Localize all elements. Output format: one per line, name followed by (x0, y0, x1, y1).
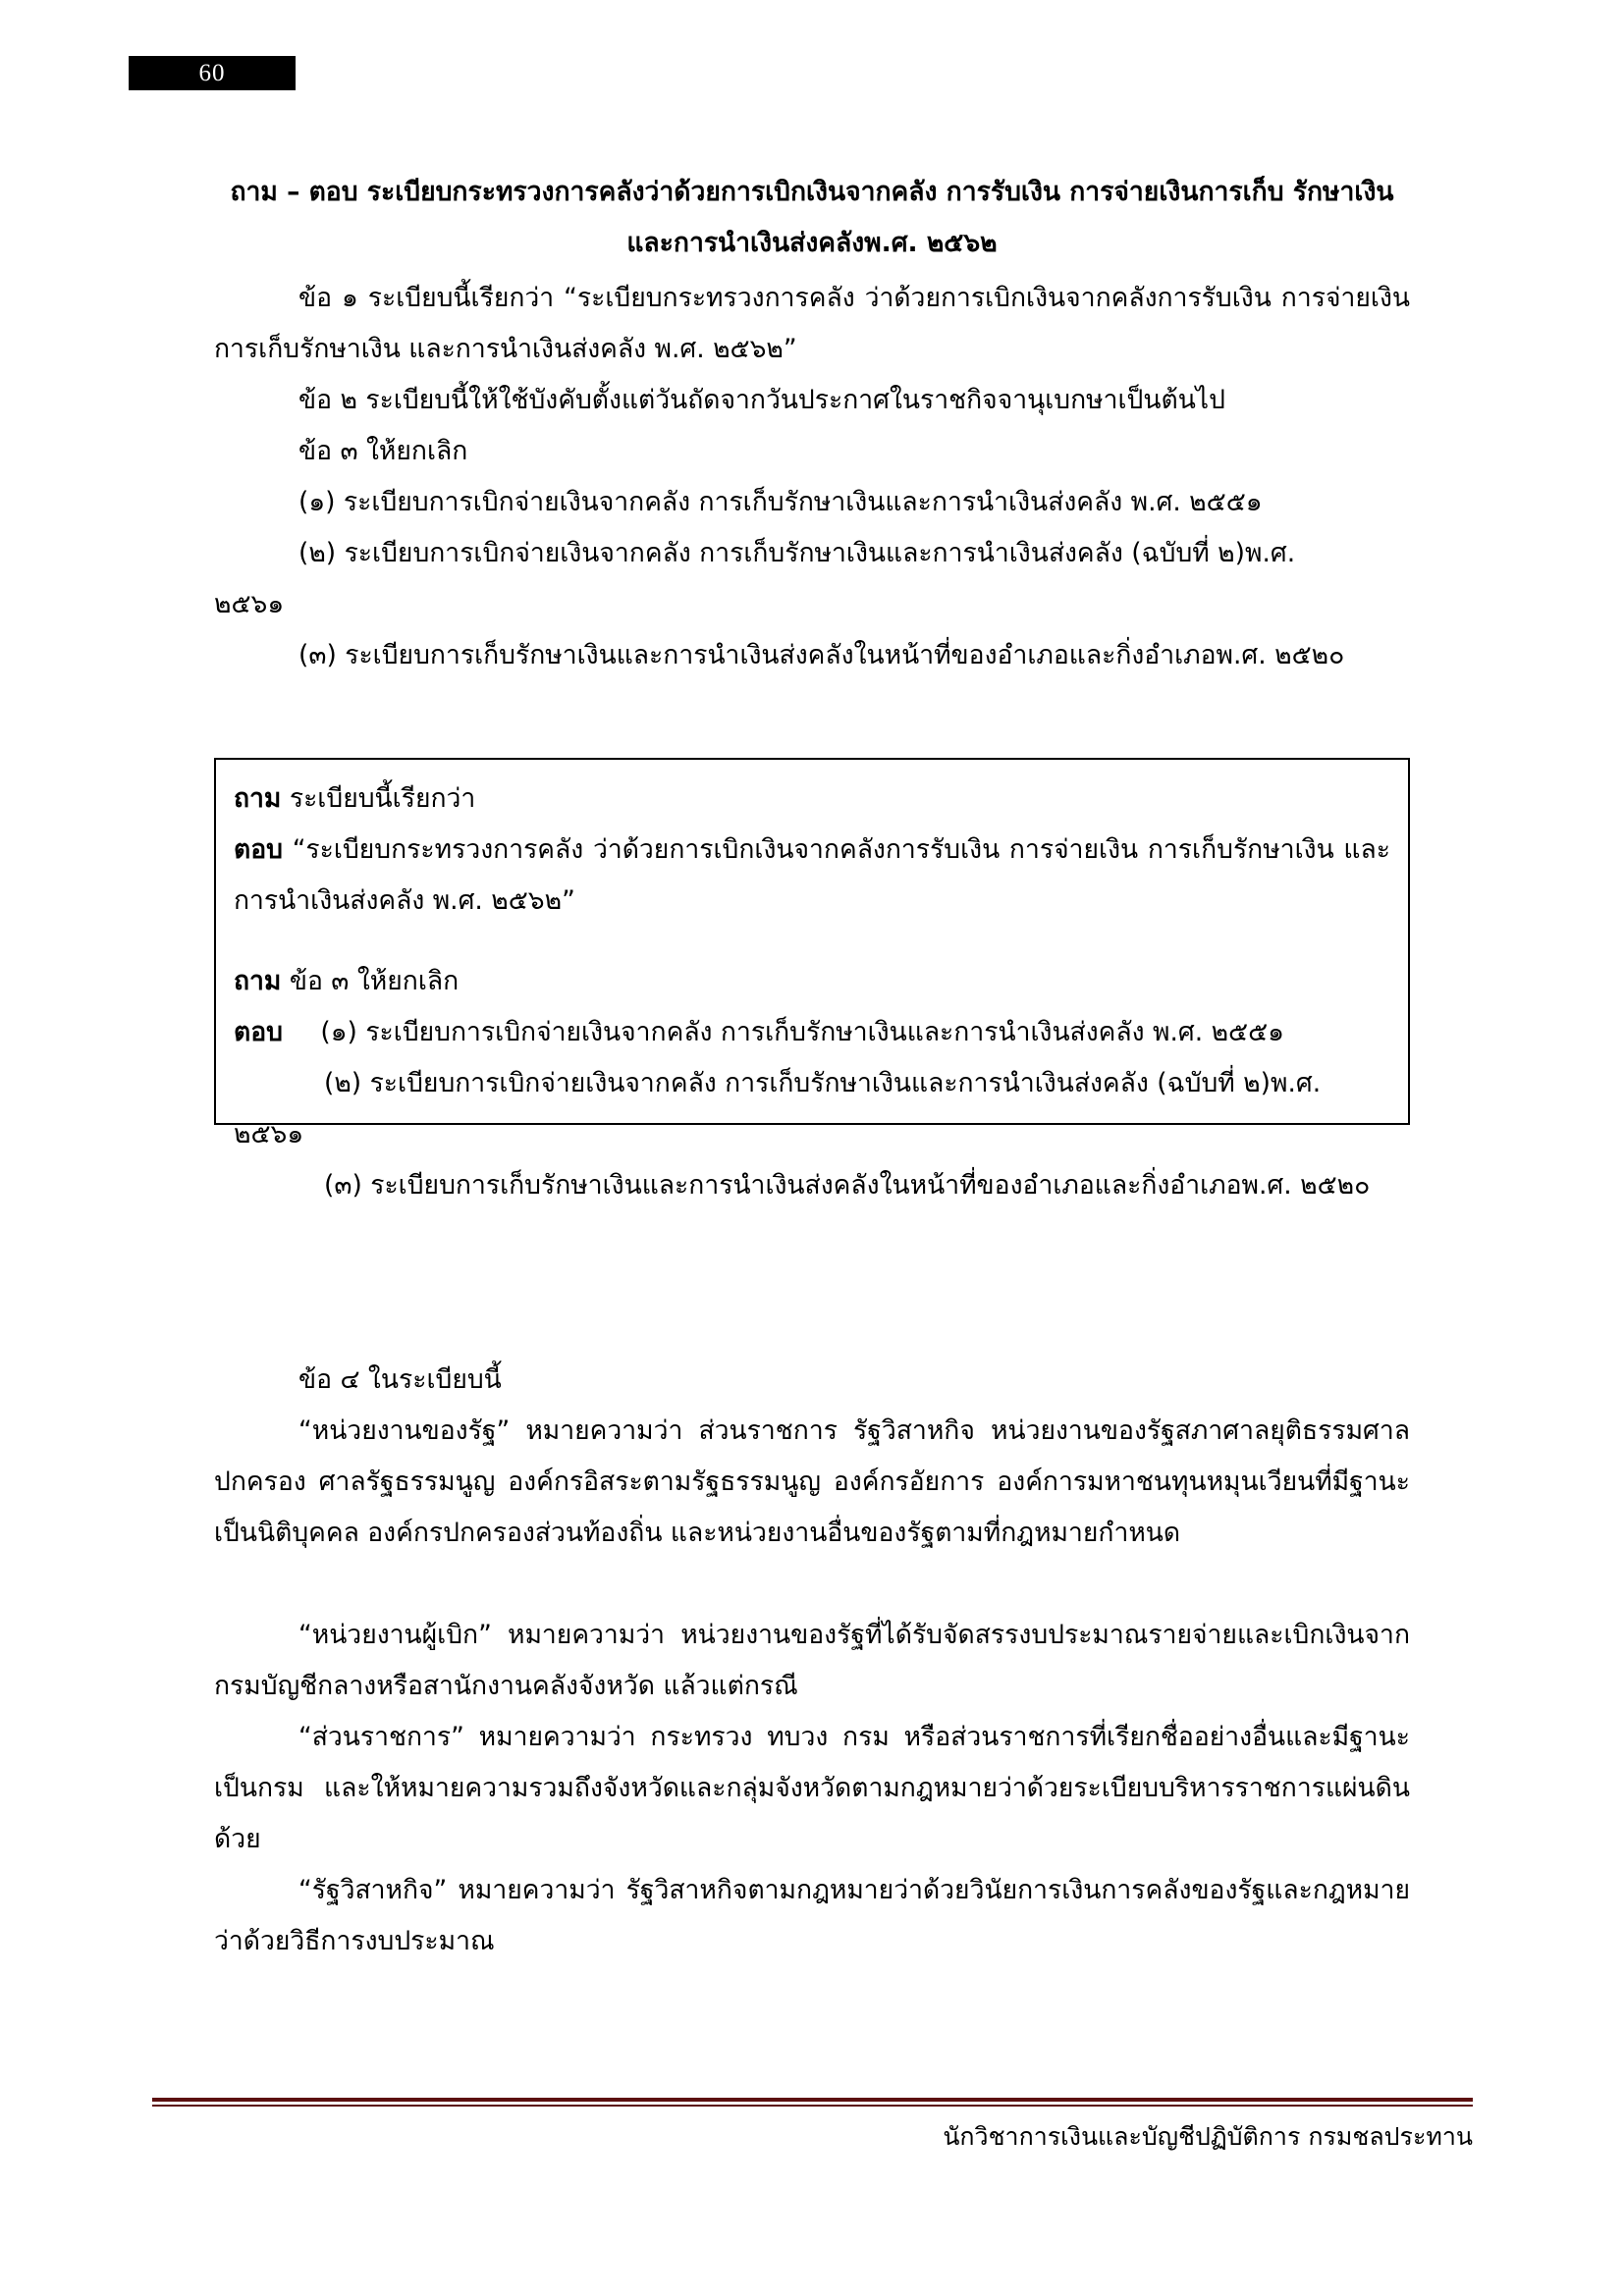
qa-question-2-text: ข้อ ๓ ให้ยกเลิก (289, 966, 460, 996)
clause-3-item-2-continuation: ๒๕๖๑ (214, 589, 285, 619)
qa-answer-2-item-3: (๓) ระเบียบการเก็บรักษาเงินและการนำเงินส่งคลังในหน้าที่ของอำเภอและกิ่งอำเภอพ.ศ. ๒๕๒๐ (324, 1170, 1371, 1201)
document-body-lower (214, 1355, 1410, 1967)
footer-credit: นักวิชาการเงินและบัญชีปฏิบัติการ กรมชลประทาน (943, 2122, 1473, 2151)
qa-question-2 (234, 956, 1390, 1007)
qa-answer-1-label: ตอบ (234, 834, 283, 865)
qa-answer-2-item-2-continuation: ๒๕๖๑ (234, 1119, 304, 1149)
qa-answer-2-item-2: (๒) ระเบียบการเบิกจ่ายเงินจากคลัง การเก็บรักษาเงินและการนำเงินส่งคลัง (ฉบับที่ ๒)พ.ศ. (324, 1068, 1322, 1098)
definition-withdrawing-agency: “หน่วยงานผู้เบิก” หมายความว่า หน่วยงานของรัฐที่ได้รับจัดสรรงบประมาณรายจ่ายและเบิกเงินจากกรมบัญชีกลางหรือสานักงานคลังจังหวัด แล้วแต่กรณี (214, 1620, 1410, 1701)
document-title (214, 167, 1410, 269)
qa-answer-1 (234, 825, 1390, 927)
page-number-banner: 60 (129, 56, 296, 90)
qa-answer-2-label: ตอบ (234, 1017, 283, 1047)
definition-government-unit: “ส่วนราชการ” หมายความว่า กระทรวง ทบวง กรม หรือส่วนราชการที่เรียกชื่ออย่างอื่นและมีฐานะเป็นกรม และให้หมายความรวมถึงจังหวัดและกลุ่มจังหวัดตามกฎหมายว่าด้วยระเบียบบริหารราชการแผ่นดินด้วย (214, 1722, 1410, 1854)
qa-question-1-text: ระเบียบนี้เรียกว่า (289, 783, 476, 814)
definition-state-enterprise: “รัฐวิสาหกิจ” หมายความว่า รัฐวิสาหกิจตามกฎหมายว่าด้วยวินัยการเงินการคลังของรัฐและกฎหมายว่าด้วยวิธีการงบประมาณ (214, 1875, 1410, 1956)
qa-answer-2-item-1: (๑) ระเบียบการเบิกจ่ายเงินจากคลัง การเก็บรักษาเงินและการนำเงินส่งคลัง พ.ศ. ๒๕๕๑ (320, 1017, 1284, 1047)
definition-state-agency: “หน่วยงานของรัฐ” หมายความว่า ส่วนราชการ รัฐวิสาหกิจ หน่วยงานของรัฐสภาศาลยุติธรรมศาลปกครอง ศาลรัฐธรรมนูญ องค์กรอิสระตามรัฐธรรมนูญ องค์กรอัยการ องค์การมหาชนทุนหมุนเวียนที่มีฐานะเป็นนิติบุคคล องค์กรปกครองส่วนท้องถิ่น และหน่วยงานอื่นของรัฐตามที่กฎหมายกำหนด (214, 1415, 1410, 1548)
clause-4-paragraph: ข้อ ๔ ในระเบียบนี้ (298, 1364, 502, 1395)
clause-1-paragraph: ข้อ ๑ ระเบียบนี้เรียกว่า “ระเบียบกระทรวงการคลัง ว่าด้วยการเบิกเงินจากคลังการรับเงิน การจ่ายเงิน การเก็บรักษาเงิน และการนำเงินส่งคลัง พ.ศ. ๒๕๖๒” (214, 283, 1410, 364)
footer-divider-rule (152, 2098, 1473, 2107)
clause-3-item-1: (๑) ระเบียบการเบิกจ่ายเงินจากคลัง การเก็บรักษาเงินและการนำเงินส่งคลัง พ.ศ. ๒๕๕๑ (298, 487, 1263, 517)
clause-3-item-3: (๓) ระเบียบการเก็บรักษาเงินและการนำเงินส่งคลังในหน้าที่ของอำเภอและกิ่งอำเภอพ.ศ. ๒๕๒๐ (298, 640, 1345, 670)
qa-answer-1-text: “ระเบียบกระทรวงการคลัง ว่าด้วยการเบิกเงินจากคลังการรับเงิน การจ่ายเงิน การเก็บรักษาเงิน และการนำเงินส่งคลัง พ.ศ. ๒๕๖๒” (234, 834, 1390, 916)
clause-3-item-2: (๒) ระเบียบการเบิกจ่ายเงินจากคลัง การเก็บรักษาเงินและการนำเงินส่งคลัง (ฉบับที่ ๒)พ.ศ. (298, 538, 1296, 568)
qa-question-2-label: ถาม (234, 966, 282, 996)
question-answer-box (214, 758, 1410, 1201)
document-body (214, 167, 1410, 681)
qa-spacer (234, 927, 1390, 956)
clause-3-paragraph: ข้อ ๓ ให้ยกเลิก (298, 436, 468, 466)
document-title-line-1: ถาม – ตอบ ระเบียบกระทรวงการคลังว่าด้วยการเบิกเงินจากคลัง การรับเงิน การจ่ายเงินการเก็บ (230, 177, 1284, 207)
qa-question-1 (234, 774, 1390, 825)
qa-answer-2 (234, 1007, 1390, 1211)
qa-question-1-label: ถาม (234, 783, 282, 814)
clause-2-paragraph: ข้อ ๒ ระเบียบนี้ให้ใช้บังคับตั้งแต่วันถัดจากวันประกาศในราชกิจจานุเบกษาเป็นต้นไป (298, 385, 1225, 415)
document-title-line-2: รักษาเงิน และการนำเงินส่งคลังพ.ศ. ๒๕๖๒ (626, 177, 1394, 258)
